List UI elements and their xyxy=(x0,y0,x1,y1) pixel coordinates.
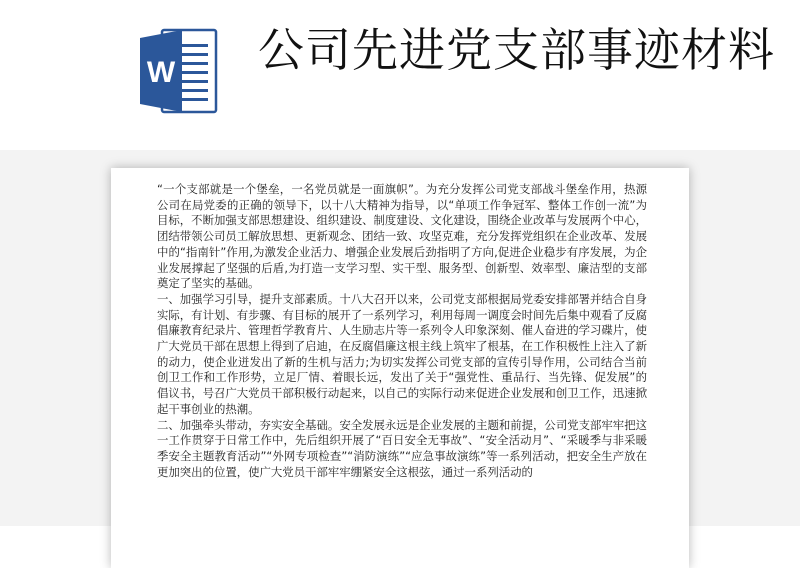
paragraph-section-1: 一、加强学习引导，提升支部素质。十八大召开以来，公司党支部根据局党委安排部署并结合自身实际，有计划、有步骤、有目标的展开了一系列学习，利用每周一调度会时间先后集中观看了反腐倡廉教育纪录片、管理哲学教育片、人生励志片等一系列令人印象深刻、催人奋进的学习碟片，使广大党员干部在思想上得到了启迪，在反腐倡廉这根主线上筑牢了根基，在工作积极性上注入了新的动力，使企业迸发出了新的生机与活力;为切实发挥公司党支部的宣传引导作用，公司结合当前创卫工作和工作形势，立足厂情、着眼长远，发出了关于“强党性、重品行、当先锋、促发展”的倡议书，号召广大党员干部积极行动起来，以自己的实际行动来促进企业发展和创卫工作，迅速掀起干事创业的热潮。 xyxy=(157,291,647,416)
paragraph-intro: “一个支部就是一个堡垒，一名党员就是一面旗帜”。为充分发挥公司党支部战斗堡垒作用，热源公司在局党委的正确的领导下，以十八大精神为指导，以“单项工作争冠军、整体工作创一流”为目标，不断加强支部思想建设、组织建设、制度建设、文化建设，围绕企业改革与发展两个中心，团结带领公司员工解放思想、更新观念、团结一致、攻坚克难，充分发挥党组织在企业改革、发展中的“指南针”作用,为激发企业活力、增强企业发展后劲指明了方向,促进企业稳步有序发展，为企业发展撑起了坚强的后盾,为打造一支学习型、实干型、服务型、创新型、效率型、廉洁型的支部奠定了坚实的基础。 xyxy=(157,182,647,291)
word-icon-letter: W xyxy=(146,56,176,89)
document-header xyxy=(0,0,800,150)
paragraph-section-2: 二、加强牵头带动，夯实安全基础。安全发展永远是企业发展的主题和前提，公司党支部牢牢把这一工作贯穿于日常工作中，先后组织开展了“百日安全无事故”、“安全活动月”、“采暖季与非采暖季安全主题教育活动”“外网专项检查”“消防演练”“应急事故演练”等一系列活动，把安全生产放在更加突出的位置，使广大党员干部牢牢绷紧安全这根弦，通过一系列活动的 xyxy=(157,417,647,479)
document-page xyxy=(111,168,689,568)
word-icon xyxy=(138,26,218,116)
document-title: 公司先进党支部事迹材料 xyxy=(258,23,775,77)
document-body xyxy=(157,182,647,480)
word-icon-graphic xyxy=(138,26,218,116)
